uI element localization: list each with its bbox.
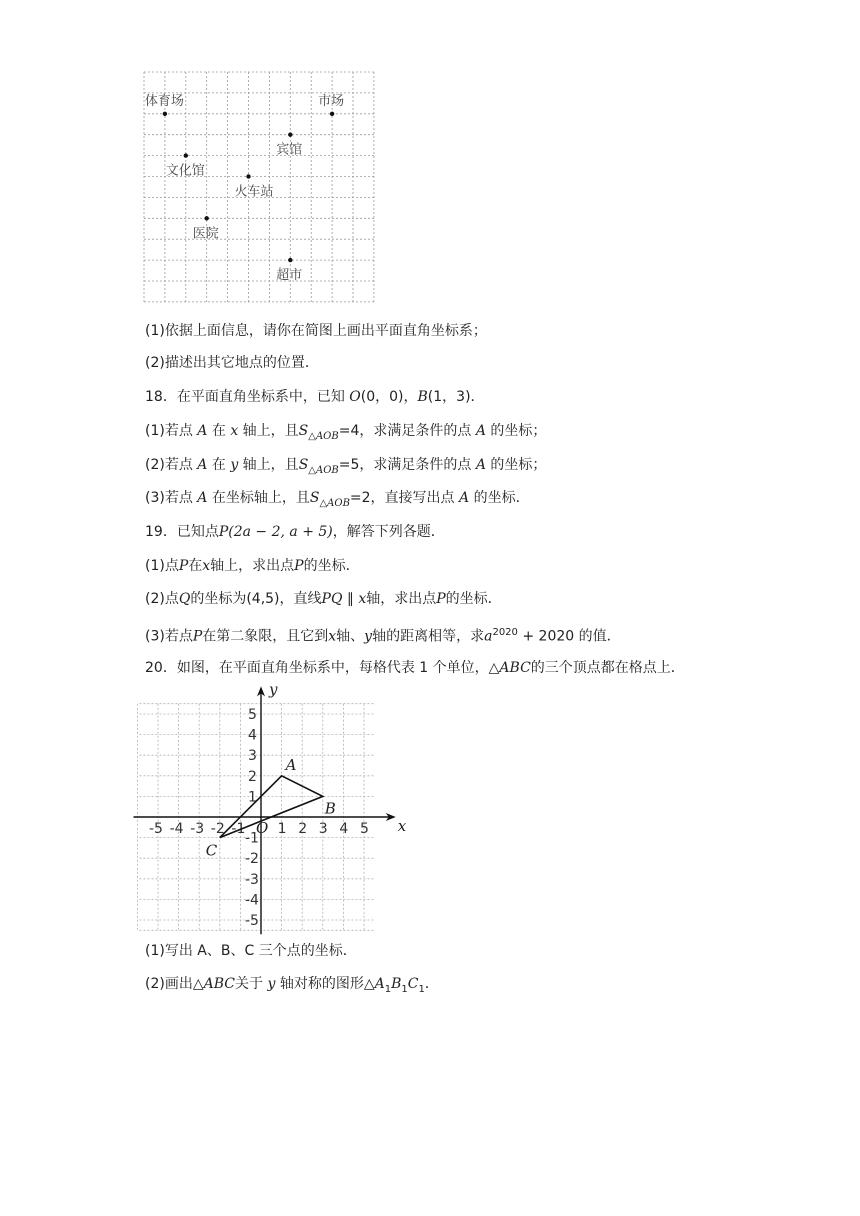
y-tick-label: 5 <box>248 707 257 723</box>
q18-part1: (1)若点 A 在 x 轴上，且$S_{\triangle AOB}=4$，求满足条件的点 A 的坐标； <box>145 423 547 442</box>
q17-part1: (1)依据上面信息，请你在简图上画出平面直角坐标系； <box>145 323 487 339</box>
q20-part2: (2)画出△ABC关于 y 轴对称的图形$\triangle A_1B_1C_1$． <box>145 976 439 995</box>
point-label-b: B <box>324 799 336 818</box>
q17-part2: (2)描述出其它地点的位置． <box>145 355 319 371</box>
map-label-text: 宾馆 <box>276 142 303 158</box>
map-point <box>205 216 209 220</box>
q19-part1: (1)点P在x轴上，求出点P的坐标． <box>145 558 360 574</box>
point-label-a: A <box>285 755 297 774</box>
x-tick-label: O <box>256 819 269 837</box>
map-label-text: 医院 <box>192 226 219 242</box>
map-label-text: 超市 <box>276 268 303 284</box>
coordinate-plane-chart <box>140 680 407 930</box>
map-point <box>246 174 250 178</box>
location-map-grid <box>144 72 374 301</box>
y-tick-label: 1 <box>248 789 257 806</box>
y-tick-label: -2 <box>245 851 259 868</box>
map-point <box>184 153 188 157</box>
map-label-text: 火车站 <box>234 184 274 200</box>
y-tick-label: -3 <box>245 871 259 888</box>
x-tick-label: 2 <box>298 821 308 837</box>
y-axis-label: y <box>269 680 278 699</box>
map-point <box>330 112 334 116</box>
q18-part2: (2)若点 A 在 y 轴上，且$S_{\triangle AOB}=5$，求满足条件的点 A 的坐标； <box>145 457 547 476</box>
x-tick-label: 5 <box>360 821 369 837</box>
x-tick-label: -3 <box>190 821 205 837</box>
y-tick-label: 3 <box>248 748 257 765</box>
y-tick-label: -5 <box>245 913 259 929</box>
map-point <box>288 133 292 137</box>
x-axis-label: x <box>397 817 407 835</box>
x-tick-label: -2 <box>210 821 225 837</box>
q19-part2: (2)点Q的坐标为(4,5)，直线PQ ∥ x轴，求出点P的坐标． <box>145 591 502 607</box>
map-label-text: 市场 <box>318 93 345 109</box>
x-tick-label: -1 <box>231 821 246 837</box>
map-label-text: 体育场 <box>144 93 184 109</box>
q19-stem: 19．已知点P(2a − 2, a + 5)，解答下列各题． <box>145 524 445 540</box>
x-tick-label: -5 <box>149 821 163 837</box>
map-label-text: 文化馆 <box>165 163 205 179</box>
q20-part1: (1)写出 A、B、C 三个点的坐标． <box>145 943 357 959</box>
map-point <box>288 258 292 262</box>
map-point <box>163 112 167 116</box>
y-tick-label: 2 <box>248 768 257 785</box>
q19-part3: (3)若点P在第二象限，且它到x轴、y轴的距离相等，求$a^{2020} + 2020$ 的值． <box>145 627 621 645</box>
y-tick-label: -1 <box>245 830 259 847</box>
x-tick-label: 4 <box>339 821 349 837</box>
q18-stem: 18．在平面直角坐标系中，已知 O(0，0)，B(1，3)． <box>145 389 485 405</box>
q18-part3: (3)若点 A 在坐标轴上，且$S_{\triangle AOB}=2$，直接写出点 A 的坐标． <box>145 490 530 509</box>
y-tick-label: -4 <box>245 892 259 909</box>
q20-stem: 20．如图，在平面直角坐标系中，每格代表 1 个单位，△ABC的三个顶点都在格点上． <box>145 660 685 676</box>
x-tick-label: -4 <box>169 821 184 837</box>
y-tick-label: 4 <box>248 727 257 744</box>
x-tick-label: 1 <box>277 821 287 837</box>
point-label-c: C <box>205 841 218 860</box>
x-tick-label: 3 <box>318 821 328 837</box>
